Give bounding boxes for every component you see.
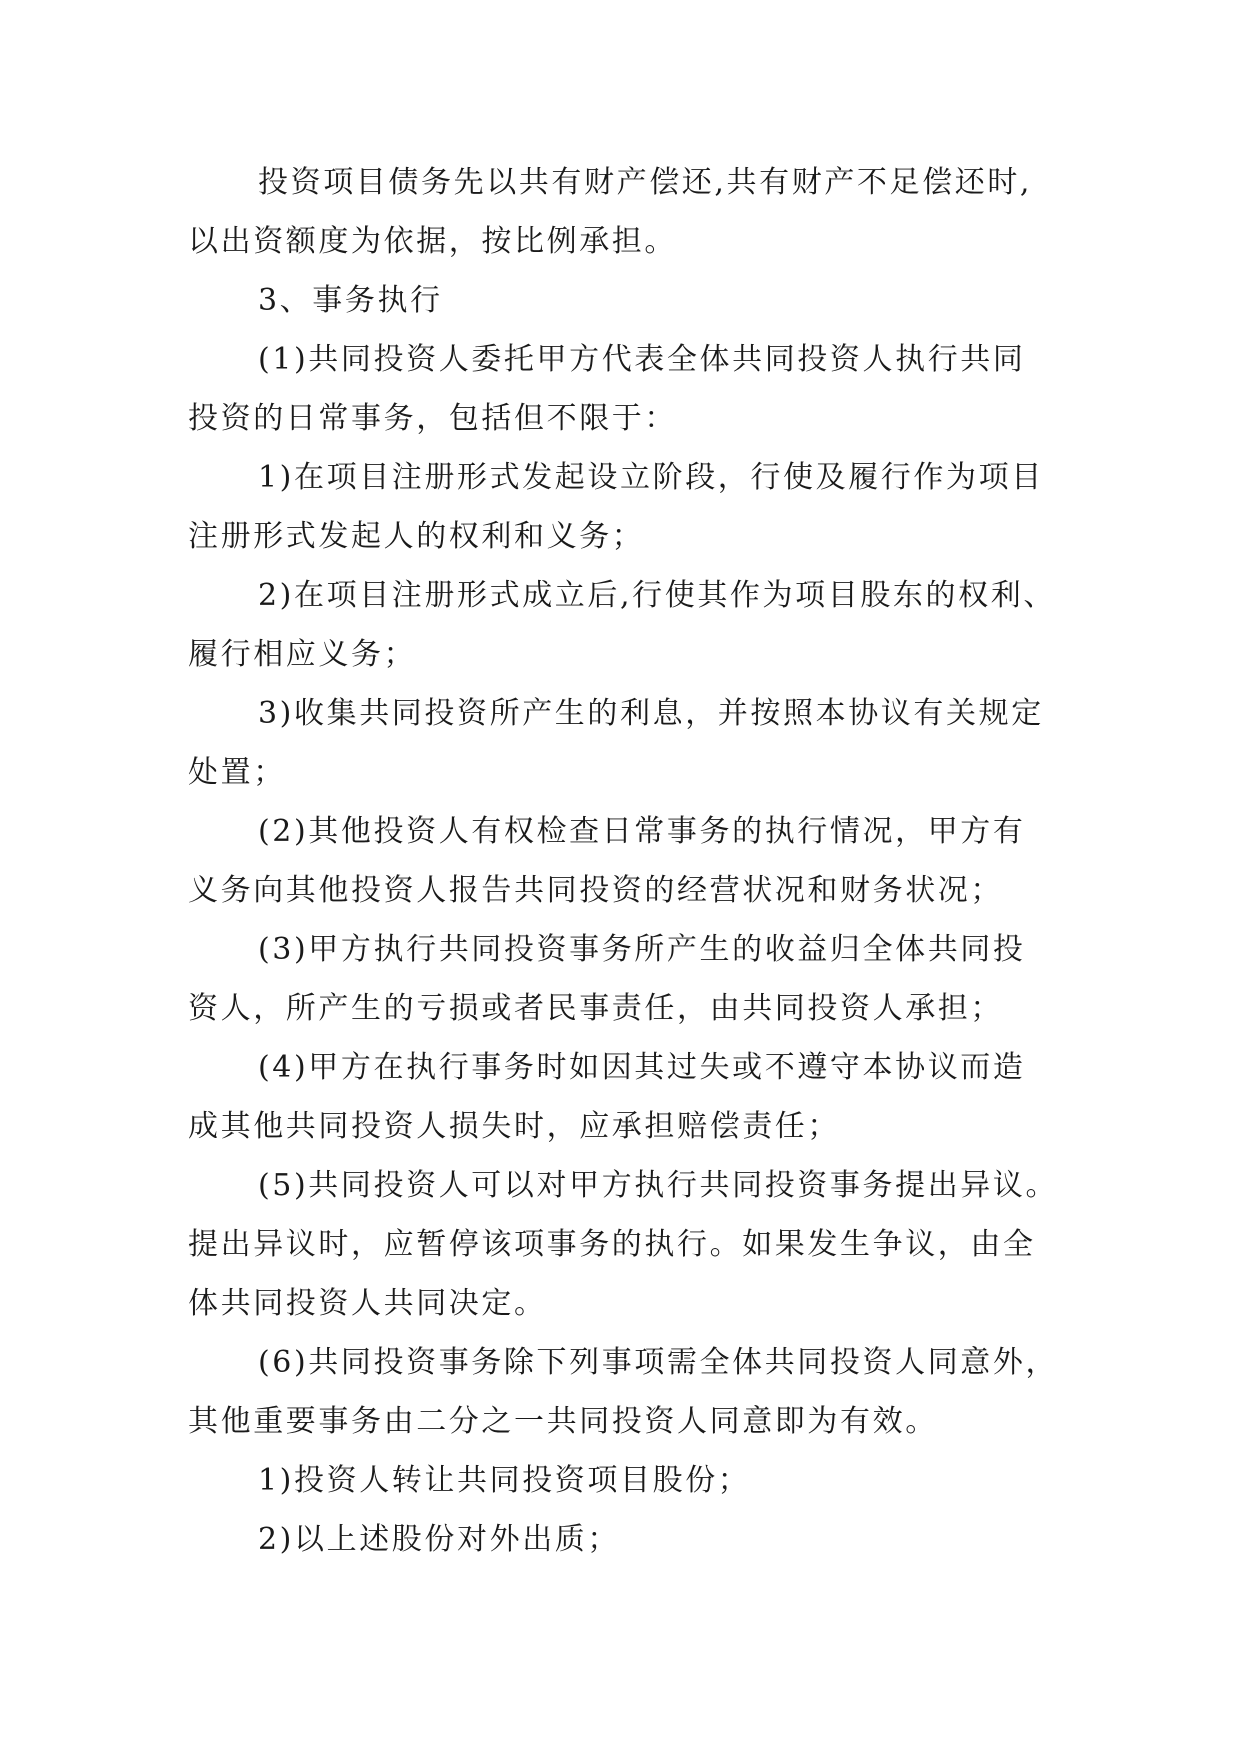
paragraph-line: 其他重要事务由二分之一共同投资人同意即为有效。 xyxy=(188,1404,938,1439)
paragraph-line: (2)其他投资人有权检查日常事务的执行情况，甲方有 xyxy=(258,814,1026,849)
paragraph-line: 1)在项目注册形式发起设立阶段，行使及履行作为项目 xyxy=(258,460,1044,495)
paragraph-line: 履行相应义务； xyxy=(188,637,417,672)
paragraph-line: 注册形式发起人的权利和义务； xyxy=(188,519,645,554)
paragraph-line: 义务向其他投资人报告共同投资的经营状况和财务状况； xyxy=(188,873,1003,908)
paragraph-line: 体共同投资人共同决定。 xyxy=(188,1286,547,1321)
paragraph-line: 资人，所产生的亏损或者民事责任，由共同投资人承担； xyxy=(188,991,1003,1026)
paragraph-line: (1)共同投资人委托甲方代表全体共同投资人执行共同 xyxy=(258,342,1026,377)
paragraph-line: 2)在项目注册形式成立后,行使其作为项目股东的权利、 xyxy=(258,578,1056,613)
section-heading: 3、事务执行 xyxy=(258,283,443,318)
paragraph-line: (6)共同投资事务除下列事项需全体共同投资人同意外， xyxy=(258,1345,1059,1380)
paragraph-line: 投资的日常事务，包括但不限于： xyxy=(188,401,677,436)
paragraph-line: (5)共同投资人可以对甲方执行共同投资事务提出异议。 xyxy=(258,1168,1059,1203)
paragraph-line: 处置； xyxy=(188,755,286,790)
paragraph-line: (4)甲方在执行事务时如因其过失或不遵守本协议而造 xyxy=(258,1050,1026,1085)
paragraph-line: 2)以上述股份对外出质； xyxy=(258,1522,620,1557)
paragraph-line: (3)甲方执行共同投资事务所产生的收益归全体共同投 xyxy=(258,932,1026,967)
paragraph-line: 投资项目债务先以共有财产偿还,共有财产不足偿还时, xyxy=(258,165,1033,200)
paragraph-line: 以出资额度为依据，按比例承担。 xyxy=(188,224,677,259)
paragraph-line: 提出异议时，应暂停该项事务的执行。如果发生争议，由全 xyxy=(188,1227,1036,1262)
paragraph-line: 3)收集共同投资所产生的利息，并按照本协议有关规定 xyxy=(258,696,1044,731)
paragraph-line: 成其他共同投资人损失时，应承担赔偿责任； xyxy=(188,1109,840,1144)
paragraph-line: 1)投资人转让共同投资项目股份； xyxy=(258,1463,751,1498)
